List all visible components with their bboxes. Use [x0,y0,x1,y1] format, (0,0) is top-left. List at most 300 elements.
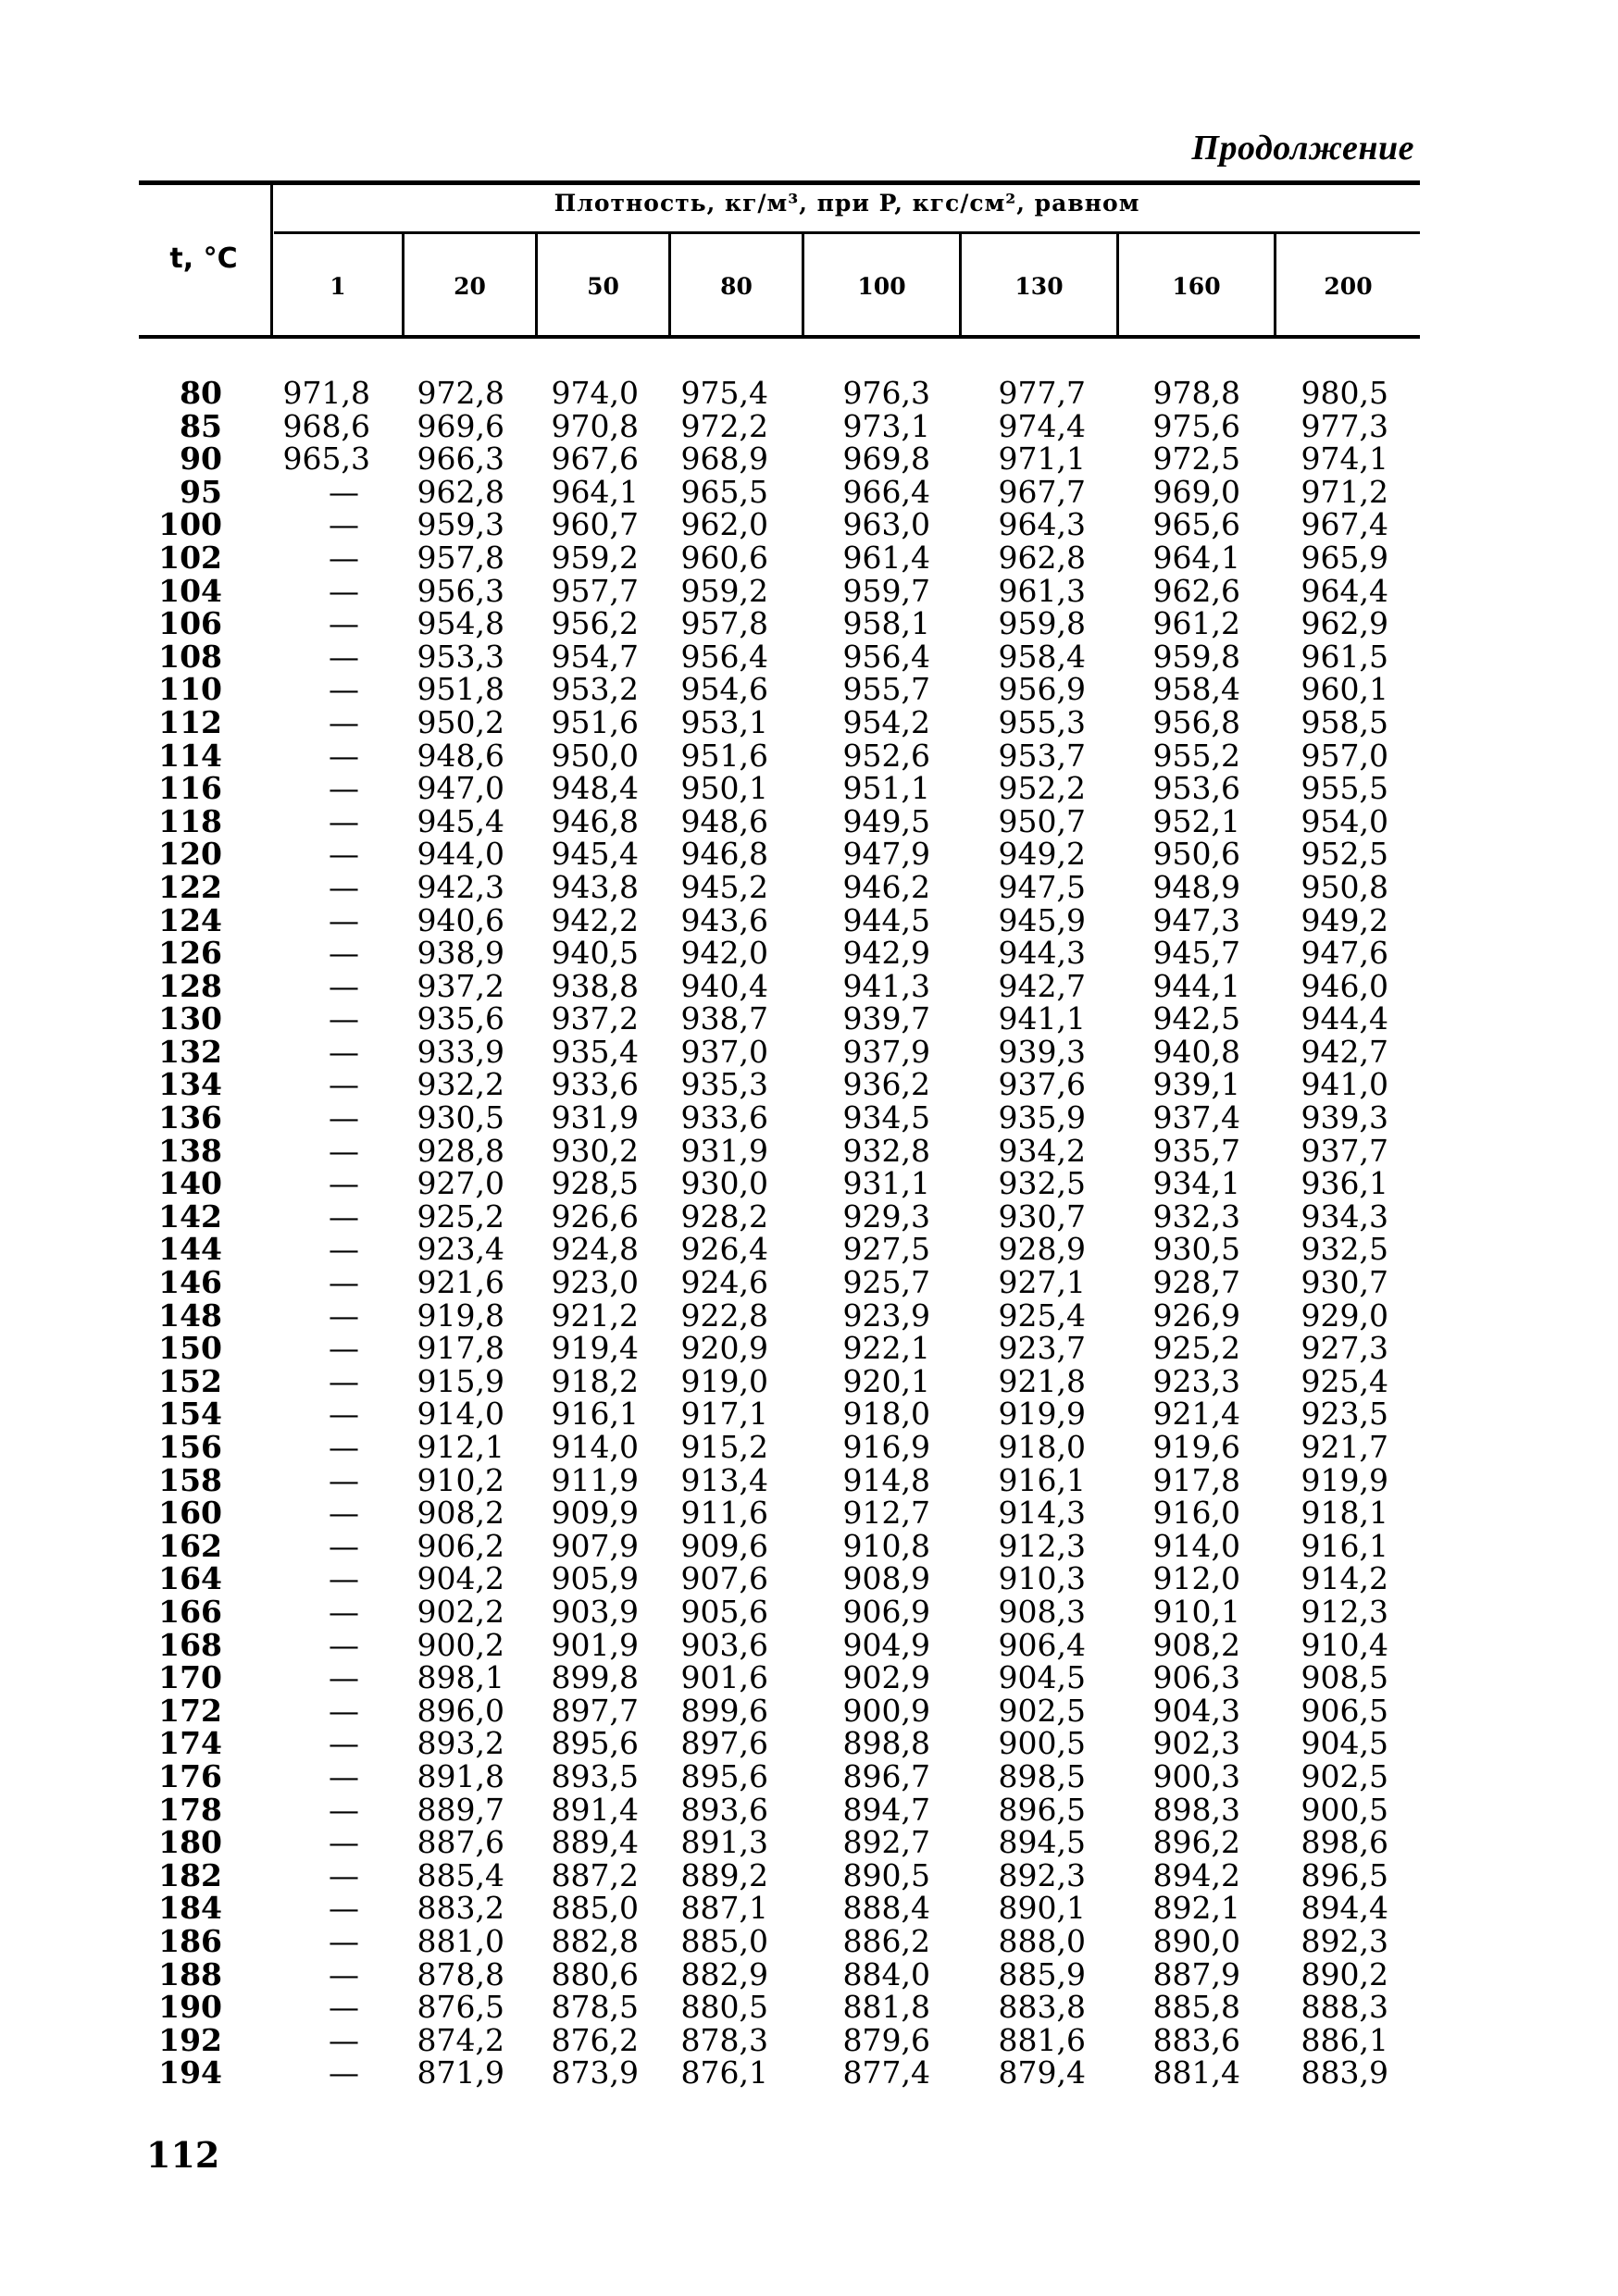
density-cell: 879,6 [842,2021,930,2058]
density-cell: 898,3 [1152,1791,1240,1828]
density-cell: 951,6 [551,703,639,740]
temperature-cell: 168 [158,1626,222,1663]
density-cell: 944,0 [417,836,504,873]
density-cell: 953,6 [1152,770,1240,807]
density-cell: 929,3 [842,1198,930,1235]
table-row [0,2054,1618,2091]
density-cell: 949,2 [998,836,1086,873]
temperature-cell: 90 [180,441,222,478]
density-cell: 912,1 [417,1429,504,1465]
density-cell: 871,9 [417,2054,504,2091]
table-row [0,1757,1618,1794]
density-cell: 962,6 [1152,572,1240,609]
density-cell: 950,2 [417,703,504,740]
density-cell: — [329,1495,359,1532]
table-row [0,1890,1618,1927]
density-cell: 922,8 [680,1297,768,1334]
density-cell: 971,2 [1301,473,1388,510]
density-cell: 951,6 [680,737,768,774]
density-cell: 887,2 [551,1856,639,1893]
density-cell: 889,4 [551,1824,639,1861]
density-cell: 881,6 [998,2021,1086,2058]
density-cell: 920,1 [842,1362,930,1399]
density-cell: 921,4 [1152,1396,1240,1433]
density-cell: 956,4 [842,638,930,675]
density-cell: — [329,605,359,642]
density-cell: 938,8 [551,967,639,1004]
density-cell: 878,3 [680,2021,768,2058]
density-cell: 930,2 [551,1132,639,1169]
temperature-cell: 130 [158,1000,222,1037]
density-cell: 950,8 [1301,868,1388,905]
density-cell: 923,7 [998,1330,1086,1367]
density-cell: 900,5 [998,1725,1086,1762]
density-cell: — [329,638,359,675]
density-cell: 958,4 [1152,671,1240,708]
density-cell: 940,5 [551,935,639,972]
density-cell: 977,3 [1301,407,1388,444]
density-cell: 895,6 [680,1757,768,1794]
density-cell: 904,9 [842,1626,930,1663]
density-cell: 915,9 [417,1362,504,1399]
temperature-cell: 146 [158,1264,222,1301]
temperature-cell: 106 [158,605,222,642]
density-cell: 888,4 [842,1890,930,1927]
density-cell: 876,5 [417,1989,504,2026]
density-cell: 938,7 [680,1000,768,1037]
density-cell: 955,5 [1301,770,1388,807]
density-cell: 916,1 [1301,1527,1388,1564]
density-cell: 928,8 [417,1132,504,1169]
density-cell: 881,4 [1152,2054,1240,2091]
temperature-cell: 188 [158,1955,222,1992]
density-cell: 945,4 [551,836,639,873]
density-cell: 932,8 [842,1132,930,1169]
density-cell: 951,1 [842,770,930,807]
density-cell: — [329,1198,359,1235]
density-cell: 883,9 [1301,2054,1388,2091]
density-cell: 929,0 [1301,1297,1388,1334]
temperature-cell: 166 [158,1593,222,1630]
density-cell: 971,1 [998,441,1086,478]
pressure-header: 200 [1324,273,1373,300]
density-cell: — [329,1791,359,1828]
density-cell: — [329,506,359,543]
density-cell: 945,7 [1152,935,1240,972]
density-cell: 975,6 [1152,407,1240,444]
density-cell: 959,3 [417,506,504,543]
table-row [0,407,1618,444]
density-cell: 898,8 [842,1725,930,1762]
density-cell: 954,8 [417,605,504,642]
density-cell: 958,4 [998,638,1086,675]
density-cell: — [329,1099,359,1136]
density-cell: 935,3 [680,1066,768,1103]
density-cell: 974,1 [1301,441,1388,478]
density-cell: 909,9 [551,1495,639,1532]
column-divider-t [270,185,273,337]
page-number: 112 [146,2134,220,2176]
density-table-body [0,375,1618,2091]
density-cell: 914,0 [1152,1527,1240,1564]
density-cell: 900,5 [1301,1791,1388,1828]
density-cell: 954,2 [842,703,930,740]
density-cell: 908,2 [1152,1626,1240,1663]
density-cell: 967,4 [1301,506,1388,543]
density-cell: — [329,572,359,609]
density-cell: 904,5 [998,1659,1086,1696]
density-cell: 941,1 [998,1000,1086,1037]
density-cell: 881,8 [842,1989,930,2026]
density-cell: 892,7 [842,1824,930,1861]
table-row [0,2021,1618,2058]
density-cell: — [329,1362,359,1399]
pressure-header: 1 [330,273,346,300]
density-cell: 944,1 [1152,967,1240,1004]
density-cell: 953,1 [680,703,768,740]
temperature-cell: 102 [158,539,222,576]
density-cell: — [329,1231,359,1268]
density-cell: 888,0 [998,1922,1086,1959]
density-cell: 926,6 [551,1198,639,1235]
density-cell: 889,2 [680,1856,768,1893]
density-cell: 896,5 [1301,1856,1388,1893]
table-row [0,703,1618,740]
density-cell: 898,6 [1301,1824,1388,1861]
density-cell: 894,4 [1301,1890,1388,1927]
density-cell: 899,6 [680,1692,768,1729]
temperature-cell: 184 [158,1890,222,1927]
table-row [0,1264,1618,1301]
table-row [0,1527,1618,1564]
density-cell: 921,2 [551,1297,639,1334]
temperature-cell: 128 [158,967,222,1004]
density-cell: 967,7 [998,473,1086,510]
density-cell: 947,9 [842,836,930,873]
density-cell: — [329,1560,359,1597]
density-cell: 907,6 [680,1560,768,1597]
table-row [0,1692,1618,1729]
density-cell: 925,4 [998,1297,1086,1334]
density-cell: 939,7 [842,1000,930,1037]
density-cell: 958,5 [1301,703,1388,740]
temperature-cell: 140 [158,1165,222,1202]
density-cell: 933,6 [680,1099,768,1136]
density-cell: 972,8 [417,375,504,411]
table-row [0,1362,1618,1399]
density-cell: 980,5 [1301,375,1388,411]
temperature-cell: 172 [158,1692,222,1729]
density-cell: 965,6 [1152,506,1240,543]
temperature-cell: 100 [158,506,222,543]
density-cell: 945,2 [680,868,768,905]
density-cell: 948,9 [1152,868,1240,905]
table-row [0,572,1618,609]
density-cell: 908,5 [1301,1659,1388,1696]
density-cell: 906,2 [417,1527,504,1564]
density-cell: 937,9 [842,1033,930,1070]
density-cell: 902,5 [1301,1757,1388,1794]
density-cell: 892,3 [1301,1922,1388,1959]
density-cell: — [329,671,359,708]
density-cell: 918,0 [842,1396,930,1433]
density-cell: 914,3 [998,1495,1086,1532]
density-cell: 935,4 [551,1033,639,1070]
density-cell: 880,5 [680,1989,768,2026]
density-cell: 876,2 [551,2021,639,2058]
density-cell: 950,1 [680,770,768,807]
density-cell: 948,4 [551,770,639,807]
density-cell: 922,1 [842,1330,930,1367]
density-cell: — [329,1824,359,1861]
density-cell: 890,2 [1301,1955,1388,1992]
density-cell: — [329,1000,359,1037]
density-cell: 955,2 [1152,737,1240,774]
density-cell: 924,8 [551,1231,639,1268]
density-cell: 905,9 [551,1560,639,1597]
table-row [0,1791,1618,1828]
density-cell: 972,2 [680,407,768,444]
density-cell: 947,6 [1301,935,1388,972]
temperature-cell: 156 [158,1429,222,1465]
density-cell: 880,6 [551,1955,639,1992]
density-cell: 953,2 [551,671,639,708]
density-cell: — [329,1757,359,1794]
table-row [0,506,1618,543]
density-cell: 934,3 [1301,1198,1388,1235]
density-cell: 930,7 [998,1198,1086,1235]
density-cell: 954,0 [1301,802,1388,839]
density-cell: — [329,802,359,839]
density-cell: 916,1 [551,1396,639,1433]
density-cell: 959,8 [998,605,1086,642]
density-cell: 950,0 [551,737,639,774]
density-cell: 952,2 [998,770,1086,807]
density-cell: — [329,1066,359,1103]
density-cell: 912,0 [1152,1560,1240,1597]
table-row [0,901,1618,938]
density-cell: 919,8 [417,1297,504,1334]
density-cell: 932,5 [998,1165,1086,1202]
density-cell: 931,1 [842,1165,930,1202]
density-cell: 957,8 [417,539,504,576]
table-row [0,1099,1618,1136]
table-row [0,1231,1618,1268]
density-cell: 965,9 [1301,539,1388,576]
density-cell: — [329,1033,359,1070]
density-cell: 896,5 [998,1791,1086,1828]
density-cell: 933,9 [417,1033,504,1070]
density-cell: 927,3 [1301,1330,1388,1367]
density-cell: 962,0 [680,506,768,543]
density-cell: 937,2 [417,967,504,1004]
density-cell: 942,0 [680,935,768,972]
density-cell: 900,2 [417,1626,504,1663]
density-cell: 918,0 [998,1429,1086,1465]
table-row [0,770,1618,807]
table-row [0,1560,1618,1597]
header-bottom-rule [139,335,1420,339]
density-cell: 921,6 [417,1264,504,1301]
density-cell: 908,3 [998,1593,1086,1630]
density-cell: 954,6 [680,671,768,708]
density-cell: 914,8 [842,1461,930,1498]
table-row [0,539,1618,576]
density-cell: 919,0 [680,1362,768,1399]
density-cell: 928,7 [1152,1264,1240,1301]
density-cell: 928,2 [680,1198,768,1235]
density-cell: 882,8 [551,1922,639,1959]
density-cell: 944,4 [1301,1000,1388,1037]
density-cell: 920,9 [680,1330,768,1367]
density-cell: 894,2 [1152,1856,1240,1893]
density-cell: 923,9 [842,1297,930,1334]
density-cell: 883,2 [417,1890,504,1927]
density-cell: 925,2 [1152,1330,1240,1367]
table-row [0,937,1618,971]
density-cell: 919,9 [998,1396,1086,1433]
temperature-cell: 118 [158,802,222,839]
density-cell: 904,3 [1152,1692,1240,1729]
density-cell: 965,3 [282,441,370,478]
density-cell: 971,8 [282,375,370,411]
density-cell: — [329,1692,359,1729]
density-span-header: Плотность, кг/м³, при P, кгс/см², равном [554,190,1140,217]
density-cell: 950,7 [998,802,1086,839]
density-cell: 917,8 [1152,1461,1240,1498]
table-row [0,1132,1618,1169]
density-cell: — [329,1725,359,1762]
density-cell: — [329,1856,359,1893]
density-cell: 957,7 [551,572,639,609]
density-cell: 918,2 [551,1362,639,1399]
table-row [0,1033,1618,1070]
density-cell: 910,3 [998,1560,1086,1597]
density-cell: 891,8 [417,1757,504,1794]
density-cell: 967,6 [551,441,639,478]
pressure-header: 80 [720,273,753,300]
density-cell: 944,3 [998,935,1086,972]
density-cell: 885,4 [417,1856,504,1893]
table-row [0,1626,1618,1663]
density-cell: 879,4 [998,2054,1086,2091]
density-cell: 943,6 [680,901,768,938]
density-cell: — [329,935,359,972]
density-cell: 873,9 [551,2054,639,2091]
density-cell: 923,0 [551,1264,639,1301]
temperature-cell: 116 [158,770,222,807]
density-cell: 942,3 [417,868,504,905]
density-cell: — [329,539,359,576]
density-cell: 917,1 [680,1396,768,1433]
density-cell: 923,4 [417,1231,504,1268]
density-cell: 932,5 [1301,1231,1388,1268]
density-cell: 885,0 [551,1890,639,1927]
density-cell: 936,1 [1301,1165,1388,1202]
density-cell: 960,7 [551,506,639,543]
density-cell: 968,9 [680,441,768,478]
density-cell: 969,6 [417,407,504,444]
density-cell: 897,6 [680,1725,768,1762]
density-cell: 974,0 [551,375,639,411]
density-cell: 878,8 [417,1955,504,1992]
table-row [0,1429,1618,1465]
density-cell: 908,2 [417,1495,504,1532]
density-cell: 960,6 [680,539,768,576]
temperature-cell: 95 [180,473,222,510]
density-cell: 933,6 [551,1066,639,1103]
density-cell: 893,6 [680,1791,768,1828]
density-cell: 946,8 [680,836,768,873]
density-cell: 890,5 [842,1856,930,1893]
density-cell: 932,3 [1152,1198,1240,1235]
density-cell: 969,0 [1152,473,1240,510]
density-cell: 914,2 [1301,1560,1388,1597]
table-row [0,802,1618,839]
table-row [0,1461,1618,1498]
pressure-header: 50 [587,273,619,300]
density-cell: 966,4 [842,473,930,510]
temperature-cell: 182 [158,1856,222,1893]
density-cell: 896,0 [417,1692,504,1729]
density-cell: 974,4 [998,407,1086,444]
density-cell: 901,6 [680,1659,768,1696]
table-row [0,1989,1618,2026]
temperature-cell: 124 [158,901,222,938]
table-row [0,1165,1618,1202]
density-cell: 951,8 [417,671,504,708]
density-cell: 927,1 [998,1264,1086,1301]
density-cell: 903,9 [551,1593,639,1630]
density-cell: 961,3 [998,572,1086,609]
density-cell: 952,5 [1301,836,1388,873]
density-cell: 930,7 [1301,1264,1388,1301]
table-row [0,868,1618,905]
density-cell: 939,3 [1301,1099,1388,1136]
density-cell: 946,8 [551,802,639,839]
density-cell: 892,1 [1152,1890,1240,1927]
header-span-rule [274,231,1420,234]
temperature-cell: 176 [158,1757,222,1794]
density-cell: 934,2 [998,1132,1086,1169]
density-cell: 921,7 [1301,1429,1388,1465]
density-cell: 927,5 [842,1231,930,1268]
table-row [0,1593,1618,1630]
density-cell: 943,8 [551,868,639,905]
density-cell: 893,2 [417,1725,504,1762]
density-cell: 956,3 [417,572,504,609]
density-cell: 946,2 [842,868,930,905]
density-cell: 904,2 [417,1560,504,1597]
density-cell: 969,8 [842,441,930,478]
table-row [0,605,1618,642]
density-cell: 955,3 [998,703,1086,740]
density-cell: 890,1 [998,1890,1086,1927]
density-cell: 956,8 [1152,703,1240,740]
density-cell: — [329,1264,359,1301]
density-cell: 935,6 [417,1000,504,1037]
density-cell: 930,5 [417,1099,504,1136]
density-cell: 921,8 [998,1362,1086,1399]
density-cell: 956,9 [998,671,1086,708]
density-cell: 925,2 [417,1198,504,1235]
density-cell: 926,4 [680,1231,768,1268]
density-cell: 894,7 [842,1791,930,1828]
density-cell: — [329,770,359,807]
density-cell: 911,6 [680,1495,768,1532]
density-cell: 948,6 [680,802,768,839]
density-cell: 901,9 [551,1626,639,1663]
